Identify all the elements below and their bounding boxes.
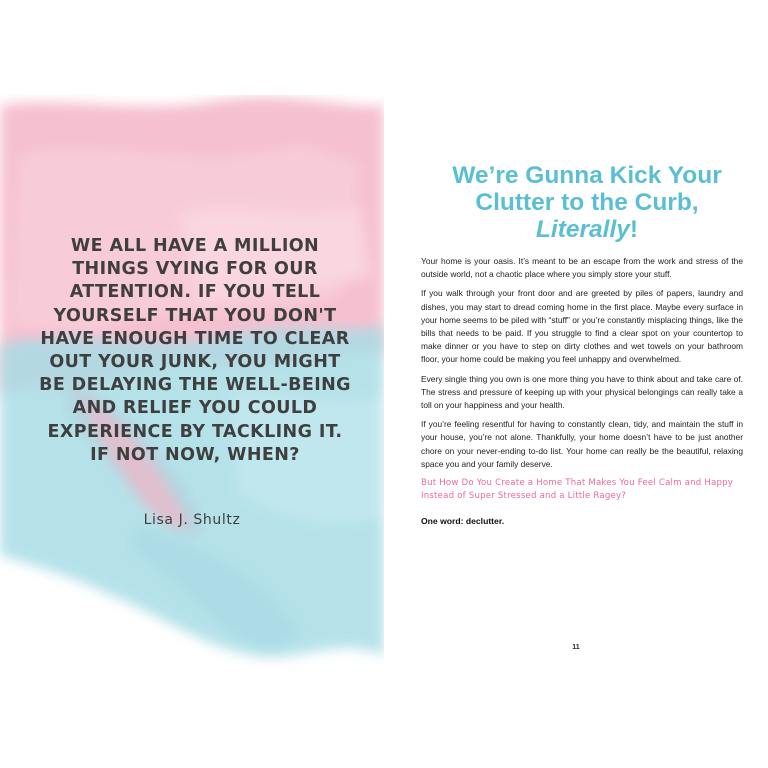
heading-end: ! (629, 216, 639, 243)
heading-italic-word: Literally (535, 216, 630, 243)
paragraph: Every single thing you own is one more thing you have to think about and take care of. The stress and pressure of keeping up with your physical belongings can really take a toll on your happiness and your health. (421, 373, 743, 411)
left-page (0, 95, 384, 673)
paragraph: Your home is your oasis. It’s meant to be an escape from the work and stress of the outside world, not a chaotic place where you simply store your stuff. (421, 256, 743, 280)
body-text (421, 255, 743, 528)
pull-quote: WE ALL HAVE A MILLION THINGS VYING FOR OUR ATTENTION. IF YOU TELL YOURSELF THAT YOU DON'T HAVE ENOUGH TIME TO CLEAR OUT YOUR JUNK, YOU MIGHT BE DELAYING THE WELL-BEING AND RELIEF YOU COULD EXPERIENCE BY TACKLING IT. IF NOT NOW, WHEN? (39, 236, 351, 465)
section-subheading: But How Do You Create a Home That Makes You Feel Calm and Happy Instead of Super Stressed and a Little Ragey? (421, 478, 734, 502)
heading-text: We’re Gunna Kick Your Clutter to the Curb, (452, 162, 722, 216)
quote-attribution: Lisa J. Shultz (143, 512, 241, 528)
right-page (384, 95, 768, 673)
paragraph: If you walk through your front door and are greeted by piles of papers, laundry and dishes, you may start to dread coming home in the first place. Maybe every surface in your home seems to be piled with “stuff” or you’re constantly misplacing things, like the bills that needs to be paid. If you struggle to find a clear spot on your countertop to make dinner or you have to step on dirty clothes and wet towels on your bathroom floor, your home could be making you feel unhappy and overwhelmed. (421, 288, 743, 365)
paragraph: If you’re feeling resentful for having to constantly clean, tidy, and maintain the stuff in your house, you’re not alone. Thankfully, your home doesn’t have to be just another chore on your never-ending to-do list. Your home can really be the beautiful, relaxing space you and your family deserve. (421, 419, 743, 469)
closing-line: One word: declutter. (421, 516, 505, 527)
page-number: 11 (572, 644, 580, 651)
chapter-heading (422, 162, 752, 243)
